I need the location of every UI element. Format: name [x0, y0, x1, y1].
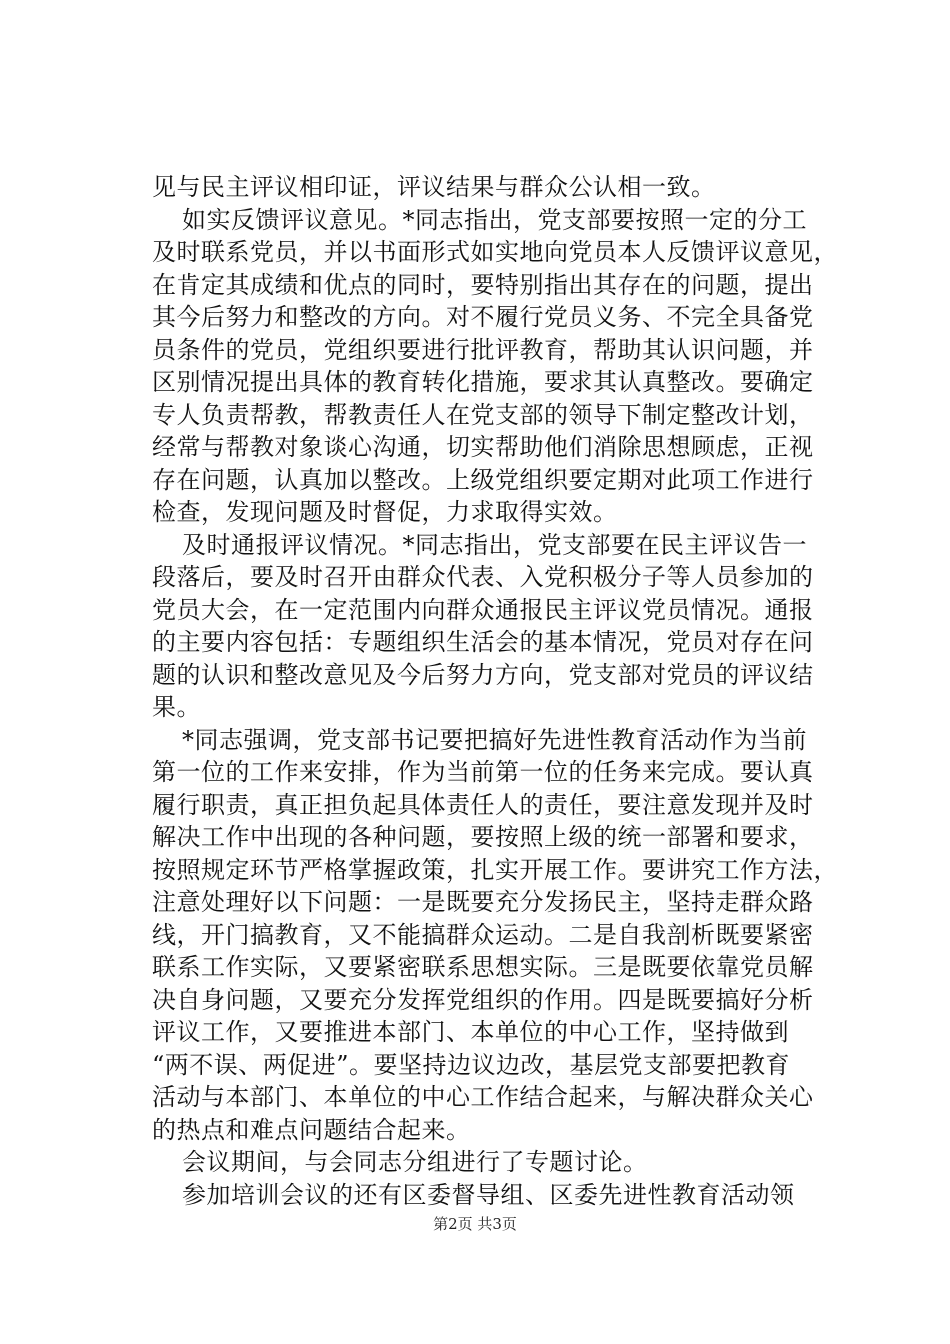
text-line: 参加培训会议的还有区委督导组、区委先进性教育活动领 — [182, 1180, 795, 1209]
text-line: 的主要内容包括：专题组织生活会的基本情况，党员对存在问 — [152, 628, 814, 656]
text-line: 线，开门搞教育，又不能搞群众运动。二是自我剖析既要紧密 — [152, 920, 814, 949]
text-line: 其今后努力和整改的方向。对不履行党员义务、不完全具备党 — [152, 303, 814, 331]
text-line: 题的认识和整改意见及今后努力方向，党支部对党员的评议结 — [152, 660, 814, 689]
text-line: 见与民主评议相印证，评议结果与群众公认相一致。 — [152, 173, 716, 201]
text-line: *同志强调，党支部书记要把搞好先进性教育活动作为当前 — [182, 725, 807, 754]
text-line: 存在问题，认真加以整改。上级党组织要定期对此项工作进行 — [152, 465, 814, 494]
text-line: 评议工作，又要推进本部门、本单位的中心工作，坚持做到 — [152, 1018, 789, 1046]
text-line: 的热点和难点问题结合起来。 — [152, 1115, 471, 1144]
text-line: 会议期间，与会同志分组进行了专题讨论。 — [182, 1148, 648, 1176]
text-line: 专人负责帮教，帮教责任人在党支部的领导下制定整改计划， — [152, 400, 814, 429]
text-line: 及时联系党员，并以书面形式如实地向党员本人反馈评议意见， — [152, 238, 838, 266]
text-line: 活动与本部门、本单位的中心工作结合起来，与解决群众关心 — [152, 1083, 814, 1111]
text-line: 解决工作中出现的各种问题，要按照上级的统一部署和要求， — [152, 823, 814, 851]
text-line: 果。 — [152, 693, 201, 721]
text-line: 第一位的工作来安排，作为当前第一位的任务来完成。要认真 — [152, 758, 814, 786]
text-line: 员条件的党员，党组织要进行批评教育，帮助其认识问题，并 — [152, 335, 814, 364]
text-line: “两不误、两促进”。要坚持边议边改，基层党支部要把教育 — [152, 1050, 791, 1079]
text-line: 及时通报评议情况。*同志指出，党支部要在民主评议告一 — [182, 530, 807, 559]
page-footer: 第2页 共3页 — [433, 1215, 517, 1233]
text-line: 区别情况提出具体的教育转化措施，要求其认真整改。要确定 — [152, 368, 814, 396]
text-line: 在肯定其成绩和优点的同时，要特别指出其存在的问题，提出 — [152, 270, 814, 299]
text-line: 段落后，要及时召开由群众代表、入党积极分子等人员参加的 — [152, 563, 814, 591]
text-line: 经常与帮教对象谈心沟通，切实帮助他们消除思想顾虑，正视 — [152, 433, 814, 461]
text-line: 按照规定环节严格掌握政策，扎实开展工作。要讲究工作方法， — [152, 855, 838, 884]
text-line: 履行职责，真正担负起具体责任人的责任，要注意发现并及时 — [152, 790, 814, 819]
text-line: 如实反馈评议意见。*同志指出，党支部要按照一定的分工 — [182, 205, 807, 234]
text-line: 党员大会，在一定范围内向群众通报民主评议党员情况。通报 — [152, 595, 814, 624]
text-line: 注意处理好以下问题：一是既要充分发扬民主，坚持走群众路 — [152, 888, 814, 916]
text-line: 决自身问题，又要充分发挥党组织的作用。四是既要搞好分析 — [152, 985, 814, 1014]
text-line: 检查，发现问题及时督促，力求取得实效。 — [152, 498, 618, 526]
body-text — [152, 171, 838, 1211]
text-line: 联系工作实际，又要紧密联系思想实际。三是既要依靠党员解 — [152, 953, 814, 981]
